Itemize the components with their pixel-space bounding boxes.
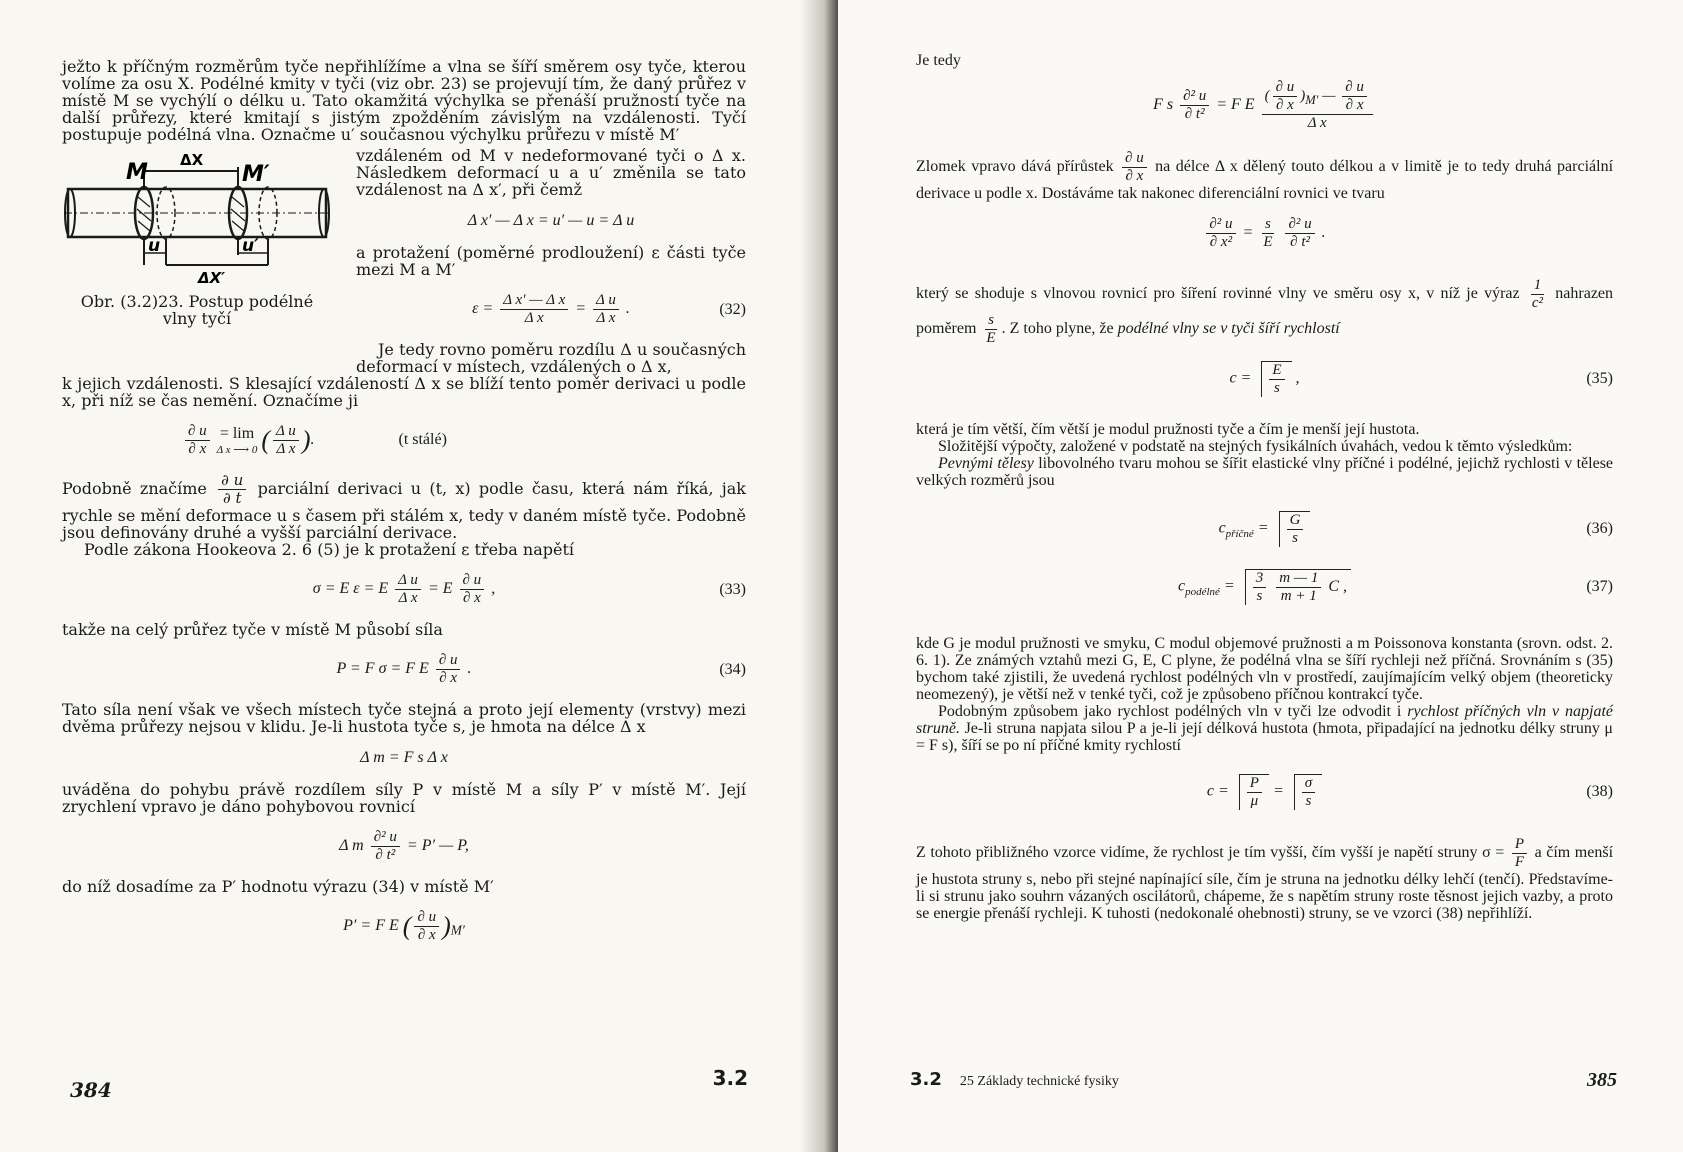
paragraph: Složitější výpočty, založené v podstatě na stejných fysikálních úvahách, vedou k těmto výsledkům: xyxy=(938,438,1573,455)
paragraph: takže na celý průřez tyče v místě M působí síla xyxy=(62,620,443,639)
equation-top: F s $\frac{\text{∂² u}}{\text{∂ t²}}$ = F E ( $\frac{\partial u}{\partial x}$ )$_{M'}$ — $\frac{\partial u}{\partial x}$ Δ x xyxy=(916,79,1613,132)
paragraph: který se shoduje s vlnovou rovnicí pro šíření rovinné vlny ve směru osy x, v níž je výraz $\frac{1}{\text{c²}}$ nahrazen poměrem $\frac{s}{E}$ . Z toho plyne, že podélné vlny se v tyči šíří rychlostí xyxy=(916,277,1614,346)
figure-side-text xyxy=(356,147,746,375)
label-u: u xyxy=(148,236,161,256)
equation-wave: $\frac{\text{∂² u}}{\text{∂ x²}}$ = $\frac{s}{E}$ $\frac{\text{∂² u}}{\text{∂ t²}}$ . xyxy=(916,216,1613,251)
rod-diagram xyxy=(62,147,332,287)
equation-motion: Δ m $\frac{\text{∂² u}}{\text{∂ t²}}$ = P′ — P, xyxy=(339,829,469,863)
label-m-prime: M′ xyxy=(242,162,270,187)
footer-signature: 25 Základy technické fysiky xyxy=(959,1074,1119,1089)
paragraph: vzdáleném od M v nedeformované tyči o Δ x. Následkem deformací u a u′ změnila se tato vzdálenost na Δ x′, při čemž xyxy=(356,146,746,199)
paragraph: ježto k příčným rozměrům tyče nepřihlížíme a vlna se šíří směrem osy tyče, kterou volíme za osu X. Podélné kmity v tyči (viz obr. 23) se projevují tím, že daný průřez v místě M se vychýlí o délku u. Tato okamžitá výchylka se přenáší pružností tyče na další průřezy, které kmitají s jistým zpožděním závislým na vzdálenosti. Tyčí postupuje podélná vlna. Označme u′ současnou výchylku průřezu v místě M′ xyxy=(62,57,746,144)
equation-32: ε = $\frac{\text{Δ x′ — Δ x}}{\text{Δ x}}$ = $\frac{\text{Δ u}}{\text{Δ x}}$ . (32) xyxy=(472,292,746,326)
equation-limit: $\frac{\partial u}{\partial x}$ = lim Δ x ⟶ 0 ( $\frac{\text{Δ u}}{\text{Δ x}}$ ). (t stálé) xyxy=(62,423,746,458)
paragraph: Z tohoto přibližného vzorce vidíme, že rychlost je tím vyšší, čím vyšší je napětí struny σ = $\frac{P}{F}$ a čím menší je hustota struny s, nebo při stejné napínající síle, čím je struna na jednotku délky lehčí (tenčí). Představíme-li si strunu jako souhrn vázaných oscilátorů, chápeme, že s napětím struny roste těsnost jejich vazby, a proto se energie přenáší rychleji. K tuhosti (nedokonalé ohebnosti) struny, se ve vzorci (38) nepřihlíží. xyxy=(916,836,1614,922)
figure-rod-wave xyxy=(62,147,332,375)
paragraph: která je tím větší, čím větší je modul pružnosti tyče a čím je menší její hustota. xyxy=(916,421,1420,438)
equation-number: (33) xyxy=(719,580,746,598)
footer-right xyxy=(910,1069,1119,1090)
paragraph: k jejich vzdálenosti. S klesající vzdáleností Δ x se blíží tento poměr derivaci u podle x, při níž se čas nemění. Označíme ji xyxy=(62,374,746,410)
paragraph: uváděna do pohybu právě rozdílem síly P v místě M a síly P′ v místě M′. Její zrychlení vpravo je dáno pohybovou rovnicí xyxy=(62,780,746,816)
paragraph: a protažení (poměrné prodloužení) ε části tyče mezi M a M′ xyxy=(356,243,746,279)
label-dx-prime: ΔX′ xyxy=(198,269,226,287)
paragraph: Podobným způsobem jako rychlost podélných vln v tyči lze odvodit i rychlost příčných vln v napjaté struně. Je-li struna napjata silou P a je-li její délková hustota (hmota, připadající na jednotku délky struny μ = F s), šíří se po ní příčné kmity rychlostí xyxy=(916,703,1614,754)
paragraph: do níž dosadíme za P′ hodnotu výrazu (34) v místě M′ xyxy=(62,877,494,896)
label-dx: ΔX xyxy=(180,151,204,169)
equation-dm: Δ m = F s Δ x xyxy=(360,749,448,766)
equation-number: (37) xyxy=(1586,578,1613,595)
paragraph: Je tedy xyxy=(916,52,961,69)
page-number-right: 385 xyxy=(1587,1069,1617,1091)
label-m: M xyxy=(126,160,148,185)
footer-section: 3.2 xyxy=(910,1069,942,1090)
paragraph: Je tedy rovno poměru rozdílu Δ u současných deformací v místech, vzdálených o Δ x, xyxy=(356,340,746,376)
equation-33: σ = E ε = E $\frac{\text{Δ u}}{\text{Δ x}}$ = E $\frac{\partial u}{\partial x}$ , (33) xyxy=(312,572,746,606)
equation-36: $c_{příčné}$ = $\frac{G}{s}$ (36) xyxy=(1218,512,1613,546)
equation-number: (34) xyxy=(719,660,746,678)
paragraph: Zlomek vpravo dává přírůstek $\frac{\partial u}{\partial x}$ na délce Δ x dělený touto délkou a v limitě je to tedy druhá parciální derivace u podle x. Dostáváme tak nakonec diferenciální rovnici ve tvaru xyxy=(916,150,1614,202)
equation-number: (38) xyxy=(1586,783,1613,800)
equation-37: $c_{podélné}$ = $\frac{3}{s}$ $\frac{m — 1}{m + 1}$ C , (37) xyxy=(1177,570,1613,604)
equation-number: (35) xyxy=(1586,370,1613,387)
equation-34: P = F σ = F E $\frac{\partial u}{\partial x}$ . (34) xyxy=(336,652,746,686)
equation-38: c = $\frac{P}{\mu}$ = $\frac{\sigma}{s}$ (38) xyxy=(1206,775,1613,809)
figure-row xyxy=(62,147,746,375)
paragraph: Podobně značíme $\frac{\partial u}{\partial t}$ parciální derivaci u (t, x) podle času, která nám říká, jak rychle se mění deformace u s časem při stálém x, tedy v daném místě tyče. Podobně jsou definovány druhé a vyšší parciální derivace. xyxy=(62,471,746,542)
left-page xyxy=(0,0,826,1152)
paragraph: kde G je modul pružnosti ve smyku, C modul objemové pružnosti a m Poissonova konstanta (srovn. odst. 2. 6. 1). Ze známých vztahů mezi G, E, C plyne, že podélná vlna se šíří rychleji než příčná. Srovnáním s (35) bychom také zjistili, že uvedená rychlost podélných vln v prostředí, zaujímajícím velký objem (theoreticky neomezený), je větší než v tenké tyči, což je způsobeno příčnou kontrakcí tyče. xyxy=(916,635,1613,703)
figure-caption: Obr. (3.2)23. Postup podélné vlny tyčí xyxy=(80,292,314,328)
right-page xyxy=(838,0,1683,1152)
paragraph: Podle zákona Hookeova 2. 6 (5) je k protažení ε třeba napětí xyxy=(84,540,575,559)
label-u-prime: u′ xyxy=(242,236,259,256)
equation-number: (32) xyxy=(719,300,746,318)
paragraph: Pevnými tělesy libovolného tvaru mohou se šířit elastické vlny příčné i podélné, jejichž rychlosti v tělese velkých rozměrů jsou xyxy=(916,455,1614,489)
section-marker-left: 3.2 xyxy=(712,1066,748,1090)
equation-p-prime: P′ = F E ( $\frac{\partial u}{\partial x}$ )$_{M'}$ xyxy=(343,909,465,943)
equation-35: c = $\frac{E}{s}$ , (35) xyxy=(1229,362,1613,396)
equation-dx: Δ x′ — Δ x = u′ — u = Δ u xyxy=(467,212,635,229)
paragraph: Tato síla není však ve všech místech tyče stejná a proto její elementy (vrstvy) mezi dvěma průřezy nejsou v klidu. Je-li hustota tyče s, je hmota na délce Δ x xyxy=(62,700,746,736)
equation-number: (36) xyxy=(1586,520,1613,537)
page-number-left: 384 xyxy=(70,1078,112,1102)
